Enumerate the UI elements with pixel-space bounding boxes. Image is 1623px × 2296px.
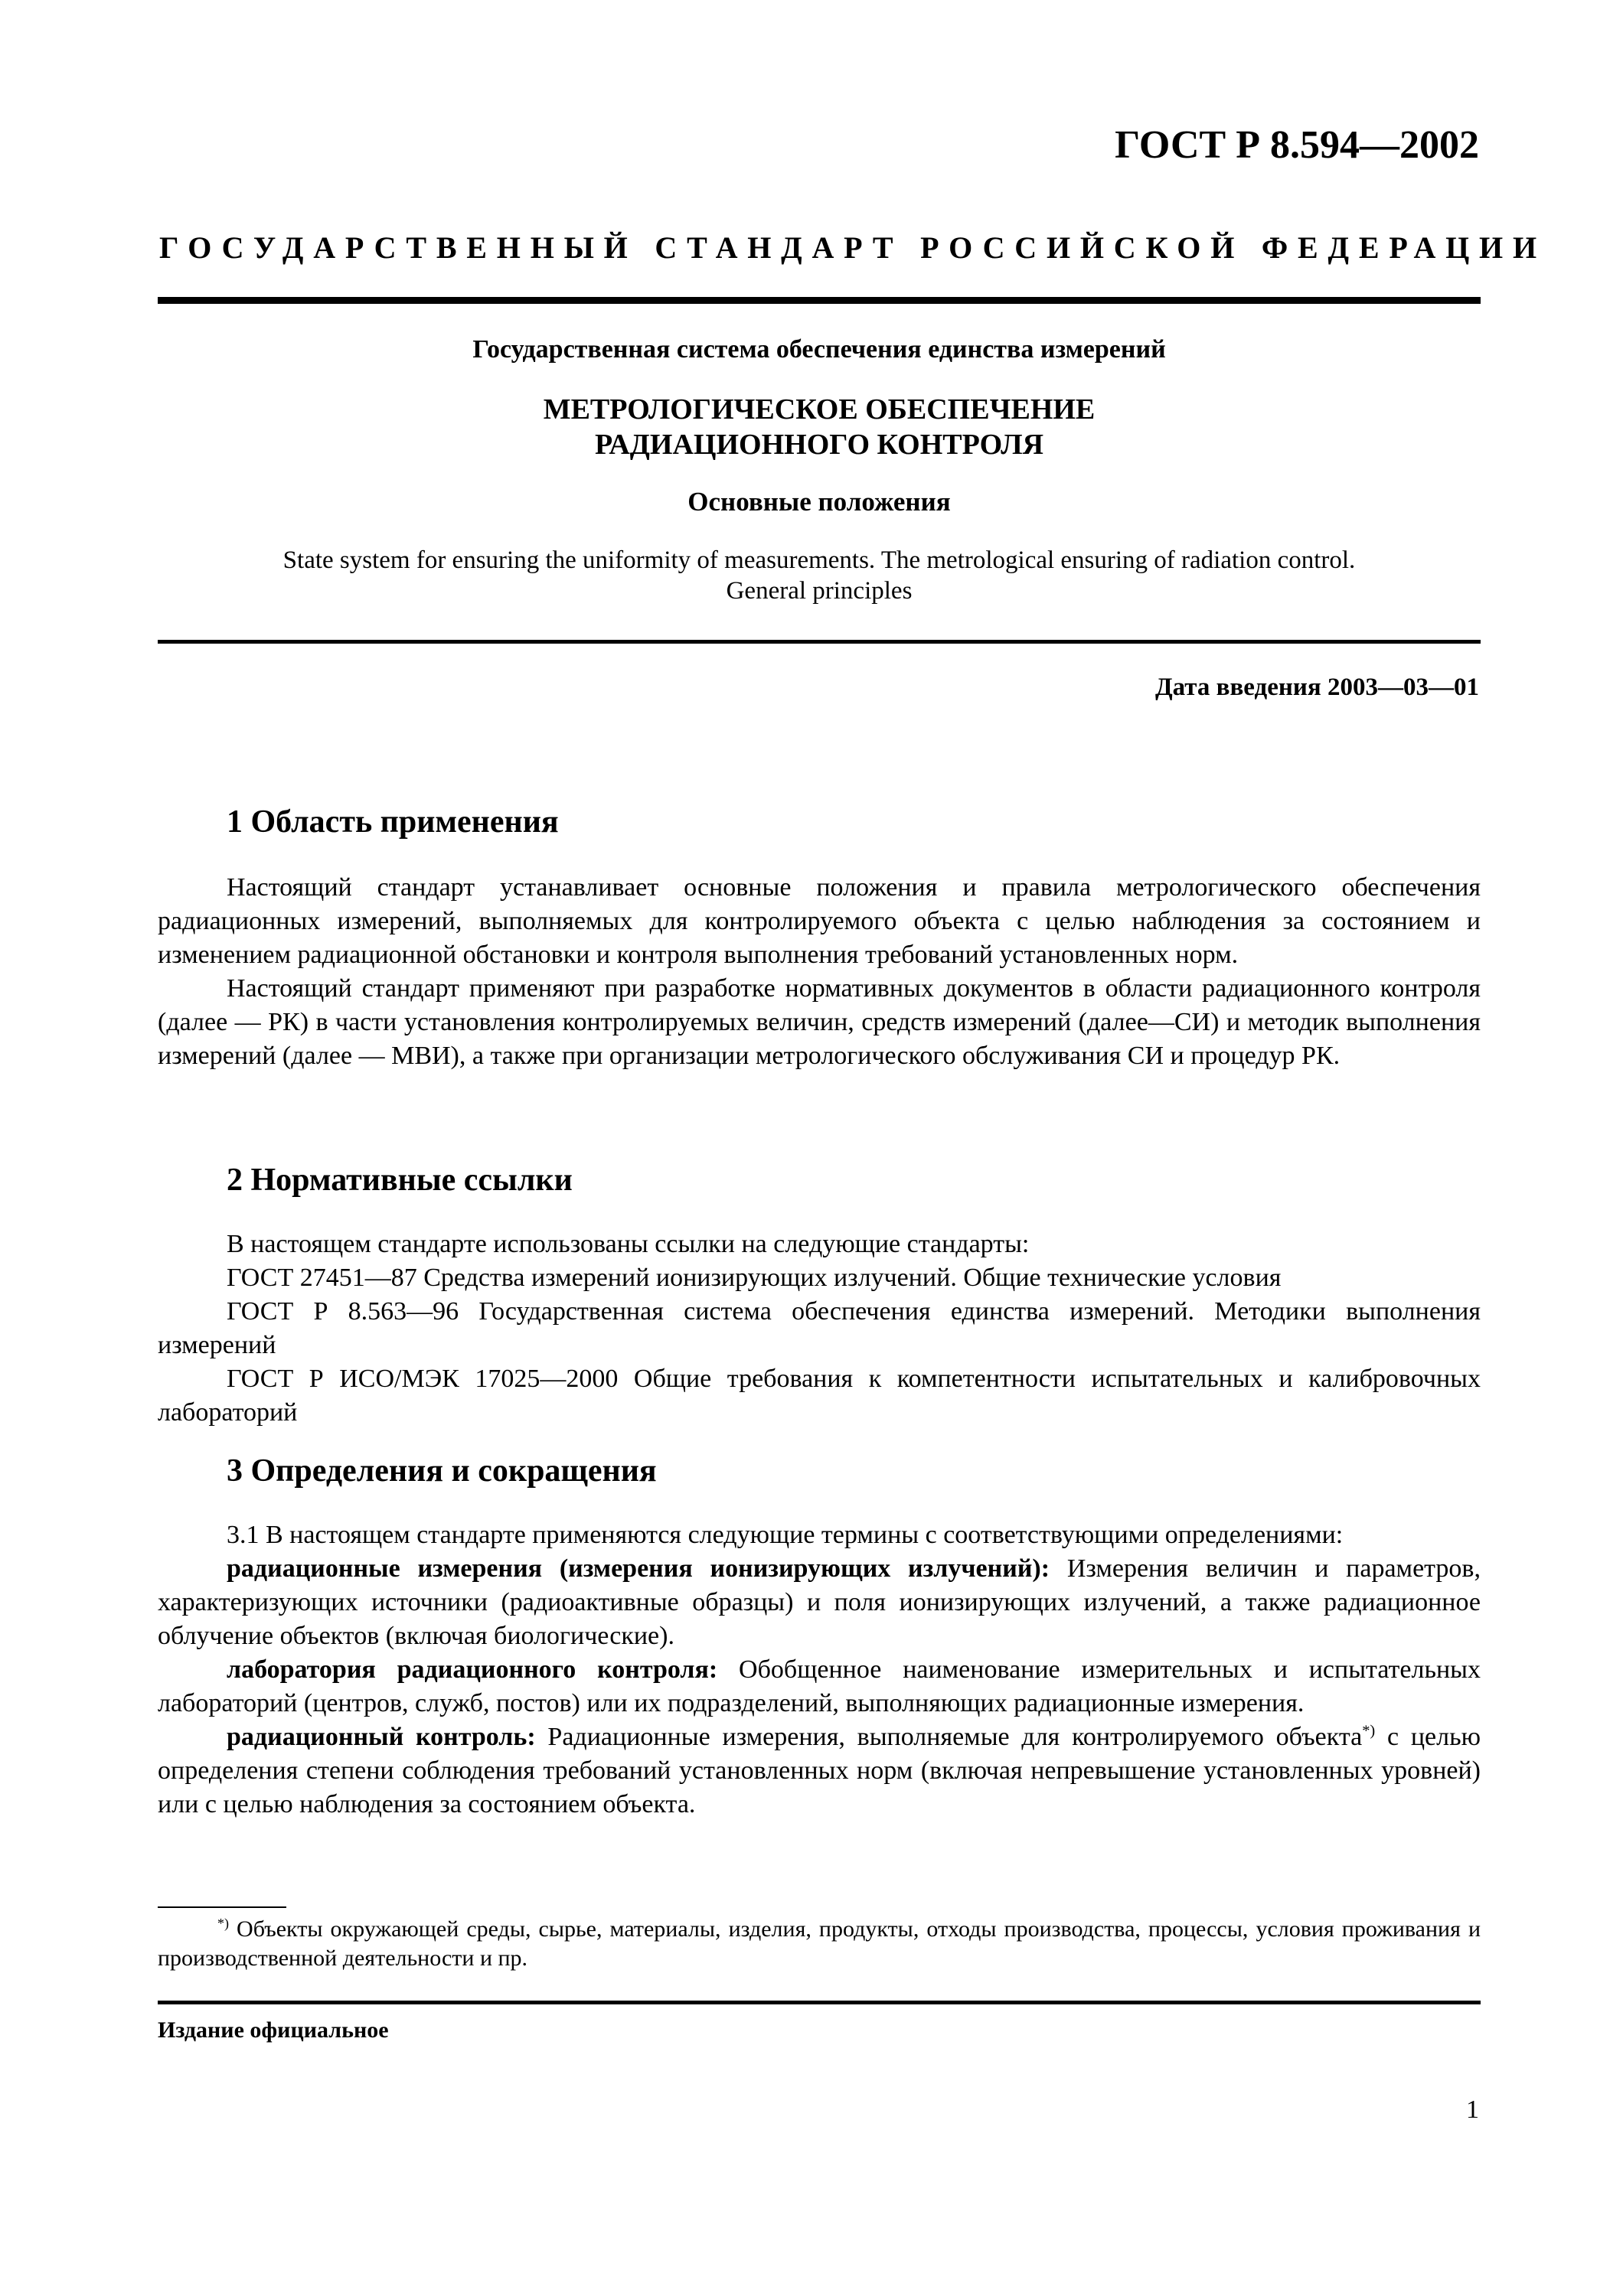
term-radiation-control: радиационный контроль: — [227, 1723, 536, 1751]
bottom-divider — [158, 2001, 1481, 2004]
clause-3-1: 3.1 В настоящем стандарте применяются следующие термины с соответствующими определениями: — [227, 1521, 1344, 1549]
section-1-paragraph-2: Настоящий стандарт применяют при разработке нормативных документов в области радиационного контроля (далее — РК) в части установления контролируемых величин, средств измерений (далее—СИ) и методик выполнения измерений (далее — МВИ), а также при организации метрологического обслуживания СИ и процедур РК. — [158, 974, 1481, 1070]
document-title-line1: МЕТРОЛОГИЧЕСКОЕ ОБЕСПЕЧЕНИЕ — [543, 393, 1096, 426]
official-edition-label: Издание официальное — [158, 2017, 389, 2043]
definition-radiation-control — [158, 1720, 1481, 1821]
footnote — [158, 1915, 1481, 1973]
definition-text-2: Обобщенное наименование измерительных и испытательных лабораторий (центров, служб, постов) или их подразделений, выполняющих радиационные измерения. — [158, 1655, 1481, 1717]
document-subtitle: Основные положения — [687, 487, 951, 517]
footnote-reference: *) — [1362, 1722, 1376, 1740]
term-radiation-control-lab: лаборатория радиационного контроля: — [227, 1655, 718, 1684]
definition-text-3b: с целью определения степени соблюдения требований установленных норм (включая непревышение установленных уровней) или с целью наблюдения за состоянием объекта. — [158, 1723, 1481, 1818]
footnote-mark: *) — [217, 1916, 229, 1931]
definition-radiation-control-lab — [158, 1653, 1481, 1720]
section-2-heading: 2 Нормативные ссылки — [227, 1163, 573, 1198]
reference-gost-17025: ГОСТ Р ИСО/МЭК 17025—2000 Общие требования к компетентности испытательных и калибровочных лабораторий — [158, 1365, 1481, 1427]
document-title-line2: РАДИАЦИОННОГО КОНТРОЛЯ — [594, 429, 1044, 461]
english-title-line2: General principles — [726, 577, 913, 605]
reference-gost-8-563: ГОСТ Р 8.563—96 Государственная система обеспечения единства измерений. Методики выполнения измерений — [158, 1297, 1481, 1359]
english-title — [158, 545, 1481, 606]
section-1-paragraph-1: Настоящий стандарт устанавливает основные положения и правила метрологического обеспечения радиационных измерений, выполняемых для контролируемого объекта с целью наблюдения за состоянием и изменением радиационной обстановки и контроля выполнения требований установленных норм. — [158, 873, 1481, 969]
definition-text-3a: Радиационные измерения, выполняемые для контролируемого объекта — [535, 1723, 1363, 1751]
section-2-body — [158, 1228, 1481, 1430]
footnote-text — [158, 1915, 1481, 1973]
title-divider — [158, 640, 1481, 644]
footnote-divider — [158, 1906, 286, 1908]
top-divider — [158, 297, 1481, 304]
reference-gost-27451: ГОСТ 27451—87 Средства измерений ионизирующих излучений. Общие технические условия — [227, 1264, 1282, 1292]
definition-radiation-measurements — [158, 1552, 1481, 1653]
section-3-heading: 3 Определения и сокращения — [227, 1453, 657, 1489]
document-title — [158, 392, 1481, 462]
gost-number: ГОСТ Р 8.594—2002 — [1115, 123, 1479, 167]
standard-series: Государственная система обеспечения единства измерений — [472, 335, 1166, 364]
english-title-line1: State system for ensuring the uniformity of measurements. The metrological ensuring of radiation control. — [282, 546, 1356, 574]
section-1-heading: 1 Область применения — [227, 804, 559, 840]
page-number: 1 — [1466, 2095, 1479, 2124]
footnote-body: Объекты окружающей среды, сырье, материалы, изделия, продукты, отходы производства, процессы, условия проживания и производственной деятельности и пр. — [158, 1916, 1481, 1971]
definition-text-1: Измерения величин и параметров, характеризующих источники (радиоактивные образцы) и поля ионизирующих излучений, а также радиационное облучение объектов (включая биологические). — [158, 1554, 1481, 1650]
term-radiation-measurements: радиационные измерения (измерения ионизирующих излучений): — [227, 1554, 1050, 1583]
section-3-body — [158, 1518, 1481, 1821]
section-2-intro: В настоящем стандарте использованы ссылки на следующие стандарты: — [227, 1230, 1030, 1258]
introduction-date: Дата введения 2003—03—01 — [1154, 673, 1479, 701]
state-standard-heading: ГОСУДАРСТВЕННЫЙ СТАНДАРТ РОССИЙСКОЙ ФЕДЕРАЦИИ — [159, 230, 1546, 265]
section-1-body — [158, 871, 1481, 1073]
